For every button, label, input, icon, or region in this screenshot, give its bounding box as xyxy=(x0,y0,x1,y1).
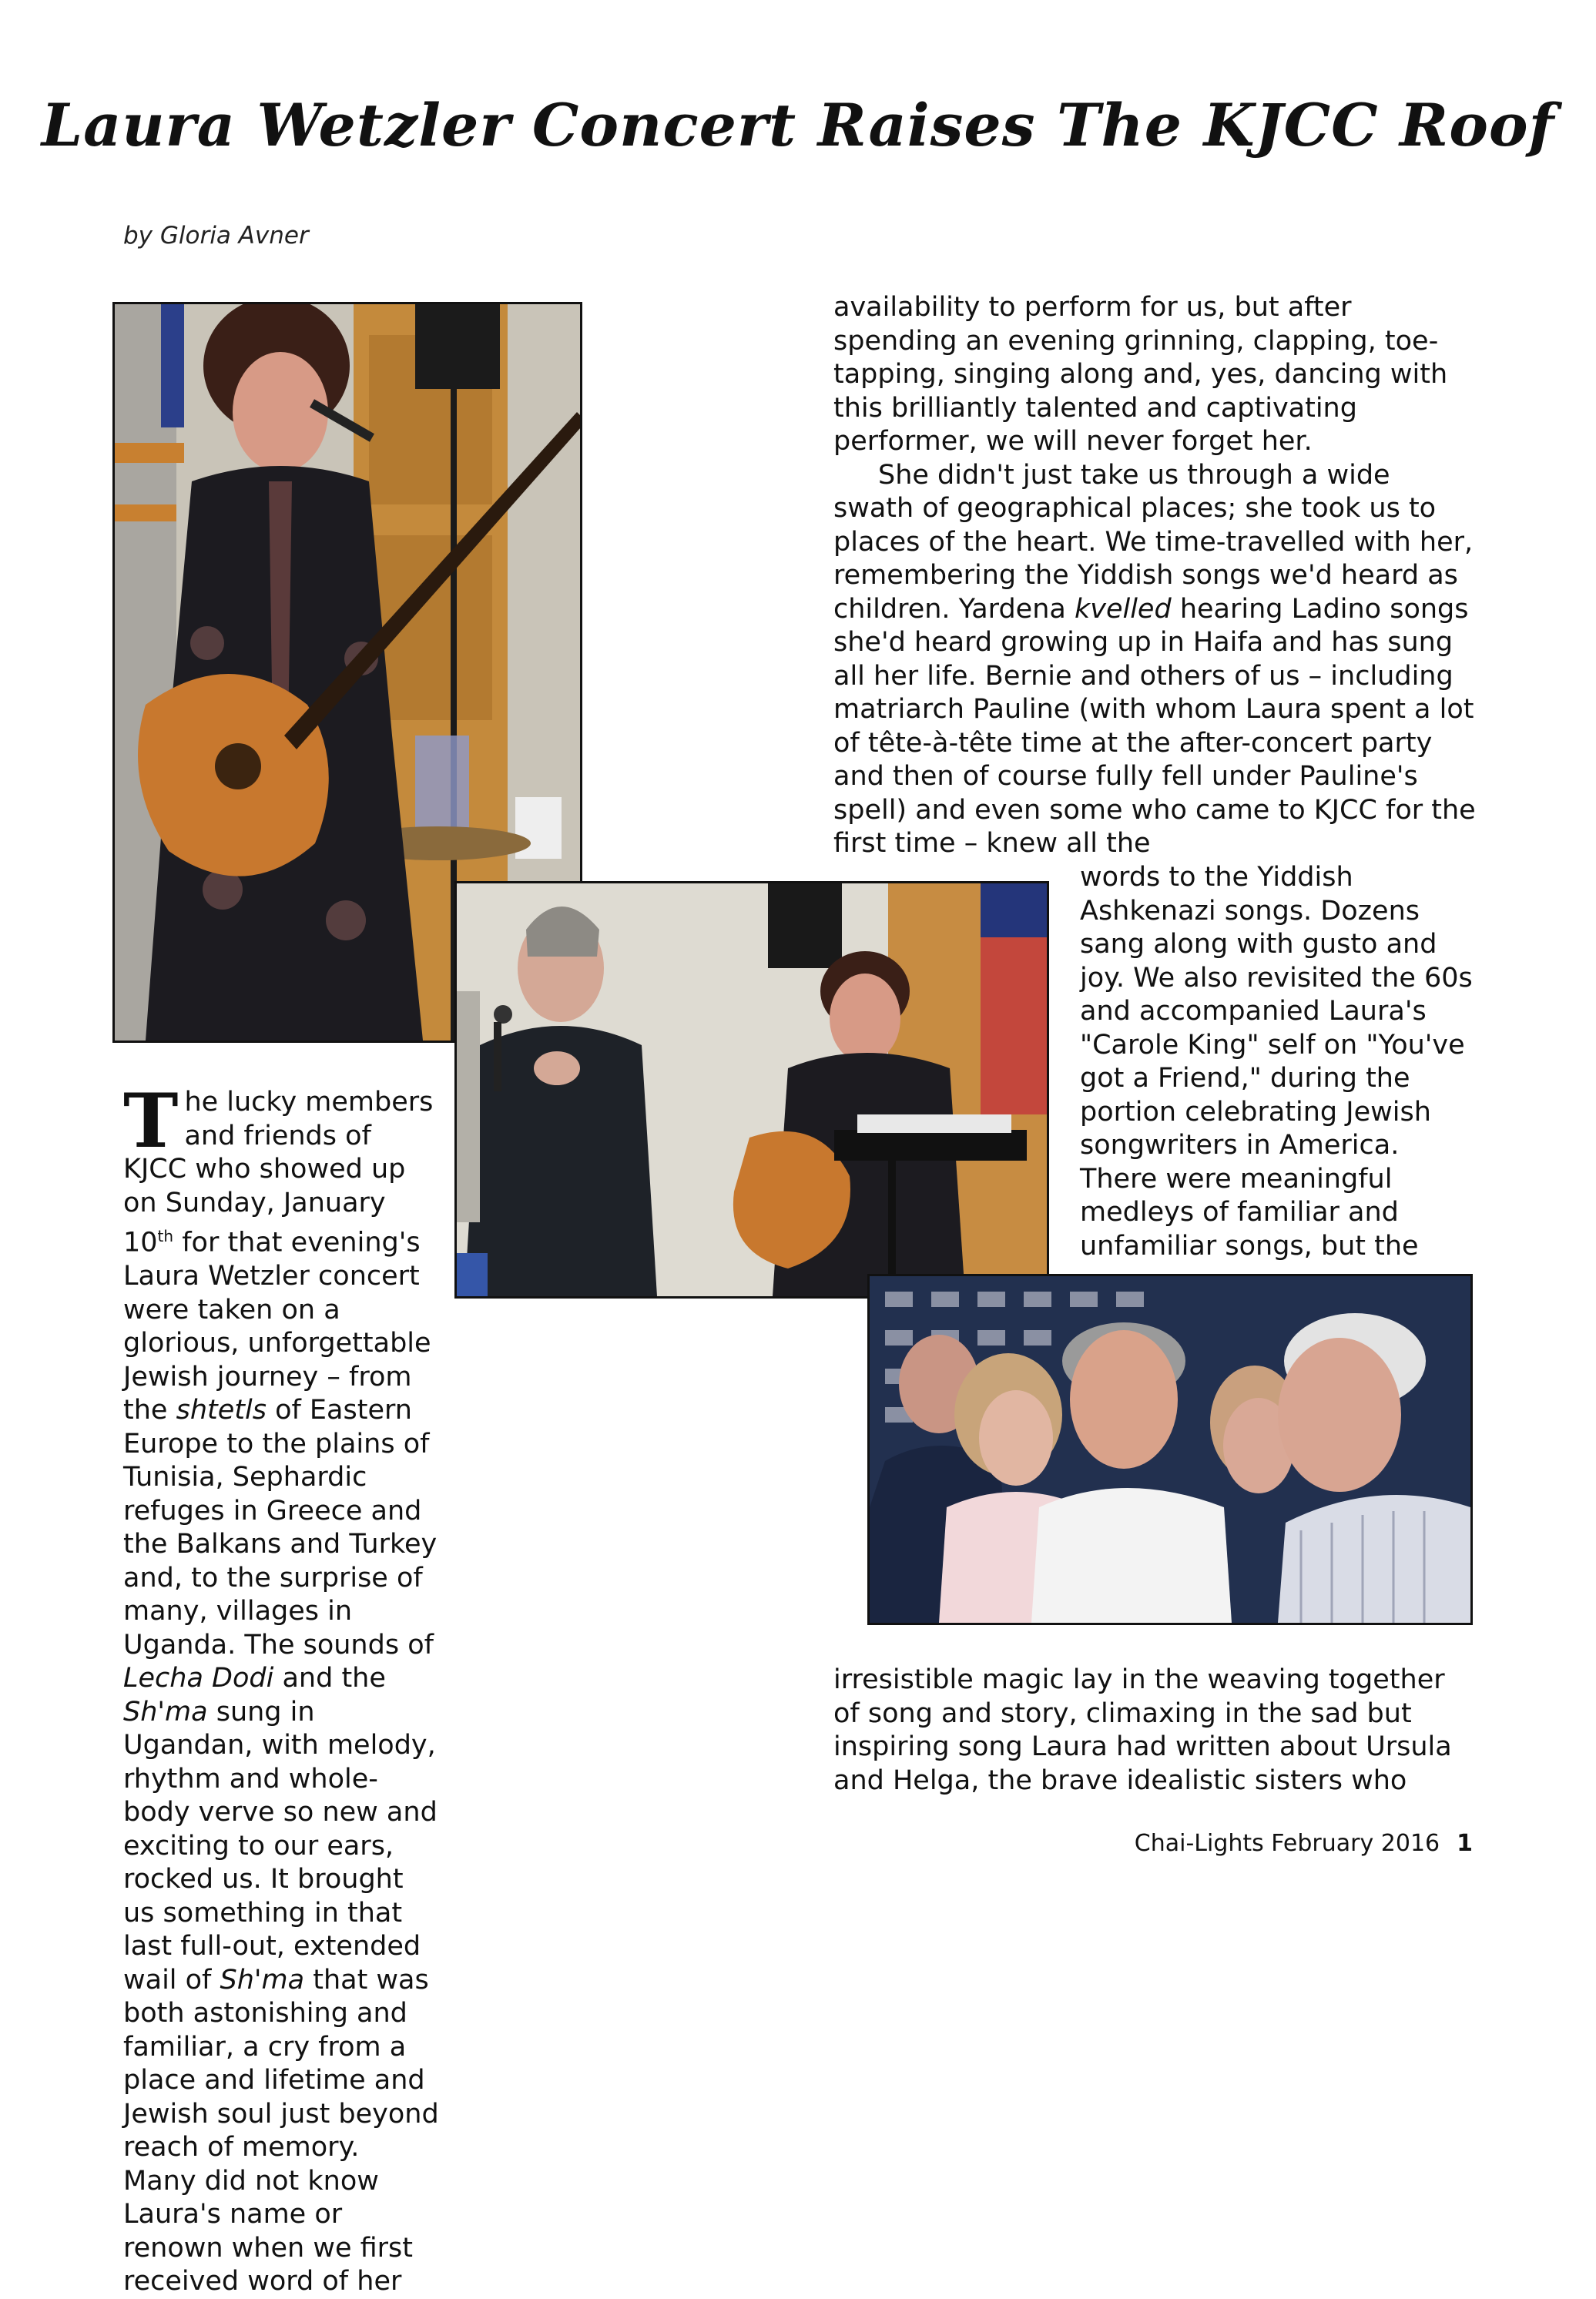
photo-audience-image xyxy=(870,1276,1470,1623)
right-paragraph-3: words to the Yiddish Ashkenazi songs. Dozens sang along with gusto and joy. We also revisited the 60s and accompanied Laura's "Carole King" self on "You've got a Friend," during the portion celebrating Jewish songwriters in America. There were meaningful medleys of familiar and unfamiliar songs, but the xyxy=(1080,862,1473,1262)
article-right-mid xyxy=(1080,861,1477,1263)
intro-paragraph: The lucky members and friends of KJCC who showed up on Sunday, January 10th for that evening's Laura Wetzler concert were taken on a glorious, unforgettable Jewish journey – from the shtetls of Eastern Europe to the plains of Tunisia, Sephardic refuges in Greece and the Balkans and Turkey and, to the surprise of many, villages in Uganda. The sounds of Lecha Dodi and the Sh'ma sung in Ugandan, with melody, rhythm and whole-body verve so new and exciting to our ears, rocked us. It brought us something in that last full-out, extended wail of Sh'ma that was both astonishing and familiar, a cry from a place and lifetime and Jewish soul just beyond reach of memory. Many did not know Laura's name or renown when we first received word of her xyxy=(123,1077,439,2297)
article-right-bottom xyxy=(833,1664,1477,1798)
right-paragraph-2: She didn't just take us through a wide swath of geographical places; she took us to places of the heart. We time-travelled with her, remembering the Yiddish songs we'd heard as children. Yardena kvelled hearing Ladino songs she'd heard growing up in Haifa and has sung all her life. Bernie and others of us – including matriarch Pauline (with whom Laura spent a lot of tête-à-tête time at the after-concert party and then of course fully fell under Pauline's spell) and even some who came to KJCC for the first time – knew all the xyxy=(833,459,1476,859)
page-number: 1 xyxy=(1457,1830,1473,1857)
footer-publication: Chai-Lights February 2016 xyxy=(1134,1830,1440,1857)
article-right-top xyxy=(833,291,1477,861)
right-paragraph-1: availability to perform for us, but after spending an evening grinning, clapping, toe-tapping, singing along and, yes, dancing with this brilliantly talented and captivating performer, we will never forget her. xyxy=(833,292,1448,457)
byline: by Gloria Avner xyxy=(123,222,309,250)
article-left-narrow xyxy=(123,1077,439,2299)
right-paragraph-4: irresistible magic lay in the weaving together of song and story, climaxing in the sad but inspiring song Laura had written about Ursula and Helga, the brave idealistic sisters who xyxy=(833,1664,1452,1796)
photo-audience xyxy=(867,1274,1473,1625)
page-footer xyxy=(1135,1830,1473,1857)
headline: Laura Wetzler Concert Raises The KJCC Roof xyxy=(41,91,1555,159)
photo-performers-stage xyxy=(454,881,1049,1299)
drop-cap: T xyxy=(123,1077,179,1165)
photo-performers-stage-image xyxy=(457,883,1047,1296)
